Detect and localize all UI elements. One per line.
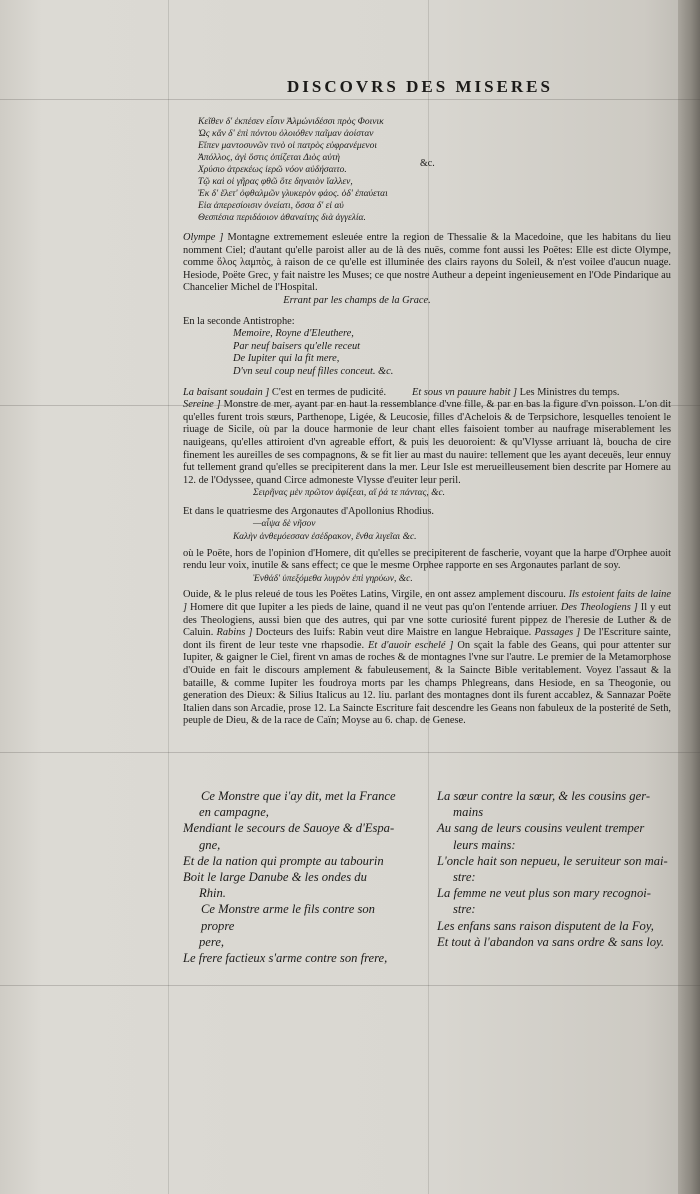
greek-line: Ὡς κἄν δ' ἐπὶ πόντου ὀλοιόθεν παῖμαν ἀοίσταν	[198, 129, 374, 139]
poem-line: Boit le large Danube & les ondes du	[183, 870, 367, 885]
errant-quote: Errant par les champs de la Grace.	[283, 294, 431, 306]
poem-line: Et tout à l'abandon va sans ordre & sans loy.	[437, 934, 665, 949]
note-text: Monstre de mer, ayant par en haut la ressemblance d'vne fille, & par en bas la figure d'vn poisson. L'on dit qu'elles furent trois sœurs, Parthenope, Ligée, & Leucosie, filles d'Achelois & de Terpsichore, lesquelles tenoient le riuage de Sicile, où par la douce harmonie de leur chant elles faisoient tomber au naufrage miserablement les nauigeans, qu'elles attiroient d'vn agreable effort, & puis les deuoroient: & qu'Vlysse arriuant là, boucha de cire finement les aureilles de ses compagnons, & se fit lier au mast du nauire: tellement que les ayant deceuës, leur ennuy fut tellement grand qu'elles se precipiterent dans la mer. Leur Isle est merueilleusement bien descrite par Homere au 12. de l'Odyssee, quand Circe admoneste Vlysse d'euiter leur peril.	[183, 399, 671, 486]
greek-line: Θεσπέσια περιδάοιον ἀθαναίτης διὰ ἀγγελία.	[198, 213, 366, 223]
poem-line: stre:	[453, 902, 476, 917]
poete-paragraph: où le Poëte, hors de l'opinion d'Homere, dit qu'elles se precipiterent de fascherie, voyant que la harpe d'Orphee auoit rendu leur voix, inutile & sans effect; ce que le mesme Orphee rapporte en ses Argonautes parlant de soy.	[183, 547, 671, 572]
running-header: DISCOVRS DES MISERES	[287, 77, 553, 96]
poem-column-left	[183, 788, 408, 966]
poem-line: Les enfans sans raison disputent de la Foy,	[437, 918, 654, 933]
fold-line	[0, 752, 700, 753]
note-text: Les Ministres du temps.	[517, 386, 620, 398]
poem-line: La sœur contre la sœur, & les cousins ger-	[437, 789, 651, 803]
greek-line: Εἴπεν μαντοσυνῶν τινὸ οἱ πατρὸς εὐφρανέμενοι	[198, 141, 378, 151]
poem-line: Et de la nation qui prompte au tabourin	[183, 853, 384, 868]
note-text: On sçait la fable des Geans, qui pour attenter sur Iupiter, & gaigner le Ciel, firent vn amas de roches & de montagnes l'vne sur l'autre. Le premier de la Metamorphose d'Ouide en fait le discours amplement & fabuleusement, & la Saincte Bible veritablement. Voyez l'assaut & la bataille, & comme Iupiter les foudroya morts par les champs Phlegreans, dans Hesiode, en sa Theogonie, ou generation des Dieux: & Silius Italicus au 12. liu. parlant des montagnes dont ils furent accablez, & Sannazar Poëte Italien dans son Arcadie, prose 12. La Saincte Escriture fait descendre les Geans non fabuleux de la posterité de Seth, peuple de Dieu, & de la race de Caïn; Moyse au 6. chap. de Genese.	[183, 639, 672, 727]
poem-line: Le frere factieux s'arme contre son frere,	[183, 951, 388, 966]
note-text: Montagne extremement esleuée entre la region de Thessalie & la Macedoine, que les habitans du lieu nomment Ciel; d'autant qu'elle paroist aller au de là des nuës, comme font aussi les Poëtes: Elle est dicte Olympe, comme ὅλος λαμπὸς, à raison de ce qu'elle est illuminée des clairs rayons du Soleil, & n'est voilee d'aucun nuage. Hesiode, Poëte Grec, y fait naistre les Muses; ce que nostre Autheur a depeint ingenieusement en l'Ode Pindarique au Chancelier Michel de l'Hospital.	[183, 232, 671, 294]
fold-line	[0, 99, 700, 100]
poem-column-right	[437, 788, 674, 950]
note-text: Homere dit que Iupiter a les pieds de laine, quand il ne veut pas qu'on l'entende arriuer.	[187, 602, 558, 614]
greek-line: Τῷ καὶ οἱ γῆρας φθῶ ὅτε δηναιὸν ἴαλλεν,	[198, 177, 353, 187]
poem-line: Mendiant le secours de Sauoye & d'Espa-	[183, 821, 395, 836]
poem-line: gne,	[199, 837, 221, 852]
note-text: Il y eut des Theologiens, aussi bien que des autres, qui par vne sotte curiosité furent pippez de l'heresie de Luther & de Caluin.	[183, 602, 671, 639]
note-label: Des Theologiens ]	[560, 602, 638, 614]
greek-quote: Καλὴν ἀνθεμόεσσαν ἐσέδρακον, ἔνθα λιγεῖαι &c.	[233, 532, 417, 543]
sereine-note	[183, 399, 671, 487]
greek-quote: Σειρῆνας μὲν πρῶτον ἀφίξεαι, αἵ ῥά τε πάντας, &c.	[253, 488, 446, 499]
note-text: C'est en termes de pudicité.	[269, 386, 387, 398]
note-text: Docteurs des Iuifs: Rabin veut dire Maistre en langue Hebraique.	[252, 627, 532, 639]
greek-line: Ἐκ δ' ἔλετ' ὀφθαλμῶν γλυκερὸν φάος. ὁδ' ἐπαύεται	[198, 189, 388, 199]
poem-line: Ce Monstre arme le fils contre son propre	[201, 902, 375, 933]
antistrophe-line: Memoire, Royne d'Eleuthere,	[233, 328, 354, 340]
greek-quote: Ἐνθάδ' ὑπεξόμεθα λυγρὸν ἐπὶ γηρύων, &c.	[253, 573, 413, 584]
greek-line: Ἀπόλλος, ἀγὶ ὅστις ὀπίζεται Διὸς αὐτὴ	[198, 153, 340, 163]
poem-line: La femme ne veut plus son mary recognoi-	[437, 886, 651, 901]
note-label: Et sous vn pauure habit ]	[412, 386, 517, 398]
greek-line: Κεῖθεν δ' ἐκπέσεν εἶσιν Ἀλμώνιδέσσι πρὸς Φοινικ	[198, 117, 384, 127]
poem-line: leurs mains:	[453, 837, 516, 852]
poem-line: Rhin.	[199, 886, 226, 901]
note-label: La baisant soudain ]	[183, 386, 270, 398]
note-label: Sereine ]	[183, 399, 221, 411]
commentary-block-1	[183, 232, 671, 728]
book-binding	[678, 0, 700, 1194]
greek-line: Χρύσιο ἀτρεκέως ἱερῶ νόον αὐδήσαιτο.	[198, 165, 347, 175]
antistrophe-line: D'vn seul coup neuf filles conceut. &c.	[233, 365, 394, 377]
note-label: Rabins ]	[216, 627, 253, 639]
greek-line: Εἰα ἀπερεσίοισιν ὀνείατι, ὅσσα δ' εἰ αὐ	[198, 201, 344, 211]
fold-line	[0, 985, 700, 986]
note-text: Ouide, & le plus releué de tous les Poëtes Latins, Virgile, en ont assez amplement discouru.	[183, 589, 566, 601]
poem-line: pere,	[199, 934, 225, 949]
note-label: Et d'auoir eschelé ]	[367, 639, 454, 651]
antistrophe-line: De Iupiter qui la fit mere,	[233, 353, 340, 365]
antistrophe-intro: En la seconde Antistrophe:	[183, 315, 295, 327]
baisant-note	[183, 387, 671, 400]
note-label: Passages ]	[534, 627, 581, 639]
olympe-note	[183, 232, 671, 295]
greek-quote: —αἶψα δὲ νῆσον	[253, 519, 316, 530]
poem-line: Ce Monstre que i'ay dit, met la France	[201, 789, 396, 803]
greek-etc: &c.	[420, 158, 435, 169]
poem-line: Au sang de leurs cousins veulent tremper	[437, 821, 645, 836]
poem-line: en campagne,	[199, 805, 269, 820]
poem-line: L'oncle hait son nepueu, le seruiteur son mai-	[437, 853, 668, 868]
note-text: De l'Escriture sainte, dont ils firent de leur teste vne rhapsodie.	[183, 627, 671, 651]
note-label: Olympe ]	[183, 232, 224, 243]
argonautes-line: Et dans le quatriesme des Argonautes d'Apollonius Rhodius.	[183, 505, 435, 517]
antistrophe-line: Par neuf baisers qu'elle receut	[233, 340, 361, 352]
note-label: Ils estoient faits de laine ]	[183, 589, 671, 614]
greek-verse-block	[198, 116, 388, 224]
ouide-paragraph	[183, 589, 671, 728]
poem-line: mains	[453, 805, 484, 820]
fold-line	[168, 0, 169, 1194]
poem-line: stre:	[453, 870, 476, 885]
